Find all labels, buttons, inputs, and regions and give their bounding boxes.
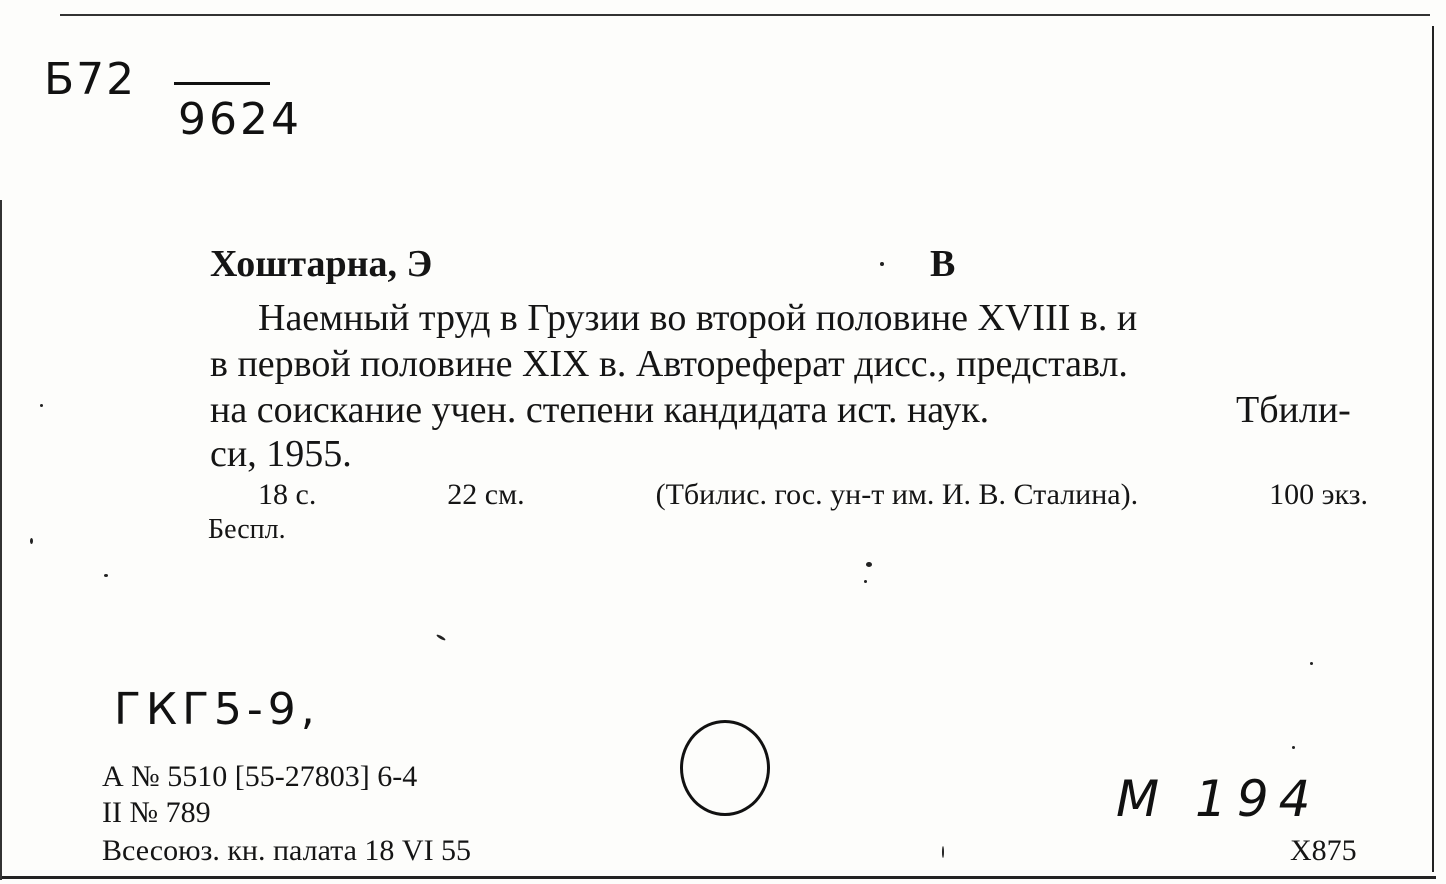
card-edge-left (0, 200, 2, 880)
shelfmark-class: Б72 (44, 54, 137, 105)
speck (866, 562, 872, 567)
card-edge-bottom (0, 876, 1436, 879)
footer-line-3: Всесоюз. кн. палата 18 VI 55 (102, 834, 472, 867)
collation-publisher: (Тбилис. гос. ун-т им. И. В. Сталина). (655, 478, 1139, 511)
circle-stamp (680, 720, 770, 816)
speck (880, 262, 884, 266)
speck (436, 634, 446, 642)
title-line-2: в первой половине XIX в. Автореферат дисс., представл. (210, 343, 1128, 385)
collation-line (258, 478, 1368, 512)
footer-code: Х875 (1290, 834, 1357, 867)
handwritten-code: ГКГ5-9, (114, 684, 320, 735)
collation-size: 22 см. (447, 478, 525, 511)
speck (1310, 662, 1313, 665)
collation-copies: 100 экз. (1269, 478, 1368, 511)
place-start: Тбили- (1236, 389, 1351, 431)
speck (104, 574, 108, 577)
speck (40, 404, 43, 407)
title-line-3: на соискание учен. степени кандидата ист. наук. (210, 389, 990, 431)
speck (942, 846, 944, 858)
title-line-4: си, 1955. (210, 433, 352, 475)
shelfmark-number: 9624 (178, 94, 302, 145)
footer-line-1: А № 5510 [55-27803] 6-4 (102, 760, 418, 793)
handwritten-code-2: М 194 (1116, 770, 1321, 828)
speck (30, 538, 33, 544)
shelfmark-divider (174, 82, 270, 85)
collation-pages: 18 с. (258, 478, 317, 511)
speck (1292, 746, 1295, 749)
author-initial: В (930, 243, 956, 285)
price-note: Беспл. (208, 514, 286, 545)
footer-line-2: II № 789 (102, 796, 211, 829)
speck (864, 580, 867, 583)
card-edge-top (60, 14, 1430, 16)
author-heading: Хоштарна, Э (210, 243, 433, 285)
card-edge-right (1432, 26, 1434, 872)
title-line-1: Наемный труд в Грузии во второй половине XVIII в. и (258, 297, 1138, 339)
